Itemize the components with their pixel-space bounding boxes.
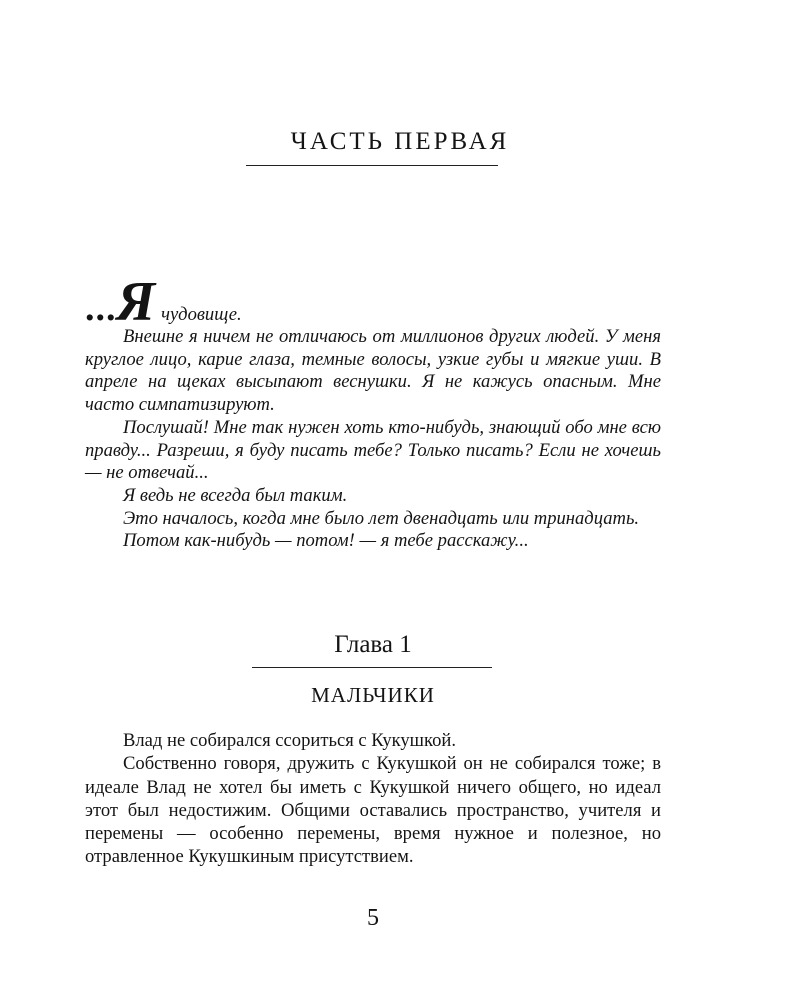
prologue-paragraph: Потом как-нибудь — потом! — я тебе расскажу... [123,530,529,552]
chapter-underline [252,667,492,668]
prologue-opening-line [85,271,661,333]
part-title: ЧАСТЬ ПЕРВАЯ [290,128,510,155]
opening-words: чудовище. [161,304,242,325]
prologue-paragraph: Послушай! Мне так нужен хоть кто-нибудь, знающий обо мне всю правду... Разреши, я буду писать тебе? Только писать? Если не хочешь — не отвечай... [85,416,661,484]
prologue-paragraph: Это началось, когда мне было лет двенадцать или тринадцать. [123,507,640,529]
drop-cap: Я [116,271,156,333]
chapter-number: Глава 1 [334,631,412,658]
page-number: 5 [367,905,379,931]
part-title-underline [246,165,498,166]
prologue-paragraph: Я ведь не всегда был таким. [123,484,348,506]
ellipsis-ornament: ... [85,287,117,329]
prologue-paragraph: Внешне я ничем не отличаюсь от миллионов других людей. У меня круглое лицо, карие глаза, темные волосы, узкие губы и мягкие уши. В апреле на щеках высыпают веснушки. Я не кажусь опасным. Мне часто симпатизируют. [85,326,661,416]
chapter-body [85,729,661,869]
body-paragraph: Влад не собирался ссориться с Кукушкой. [123,730,456,751]
chapter-title: МАЛЬЧИКИ [311,683,435,707]
body-paragraph: Собственно говоря, дружить с Кукушкой он не собирался тоже; в идеале Влад не хотел бы иметь с Кукушкой ничего общего, но идеал этот был недостижим. Общими оставались пространство, учителя и перемены — особенно перемены, время нужное и полезное, но отравленное Кукушкиным присутствием. [85,753,661,868]
prologue [85,271,661,553]
